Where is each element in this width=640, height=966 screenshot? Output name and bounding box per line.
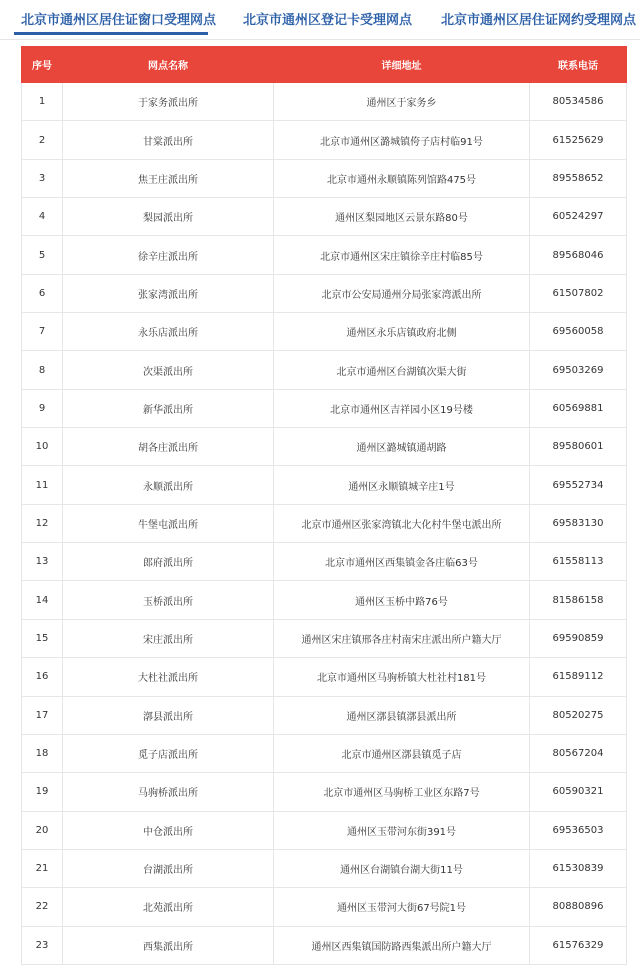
- cell-index: 10: [22, 428, 63, 466]
- cell-phone: 80520275: [530, 696, 627, 734]
- cell-name: 马驹桥派出所: [63, 773, 274, 811]
- table-row: [22, 313, 627, 351]
- cell-name: 西集派出所: [63, 926, 274, 964]
- table-row: [22, 351, 627, 389]
- cell-index: 9: [22, 389, 63, 427]
- cell-index: 16: [22, 658, 63, 696]
- cell-address: 通州区宋庄镇邢各庄村南宋庄派出所户籍大厅: [274, 619, 530, 657]
- cell-phone: 69583130: [530, 504, 627, 542]
- cell-name: 张家湾派出所: [63, 274, 274, 312]
- cell-name: 北苑派出所: [63, 888, 274, 926]
- cell-address: 北京市通州区吉祥园小区19号楼: [274, 389, 530, 427]
- cell-address: 通州区西集镇国防路西集派出所户籍大厅: [274, 926, 530, 964]
- cell-phone: 80534586: [530, 83, 627, 121]
- cell-address: 北京市通州区漷县镇觅子店: [274, 734, 530, 772]
- cell-phone: 69503269: [530, 351, 627, 389]
- cell-index: 21: [22, 849, 63, 887]
- service-points-table-wrapper: [21, 46, 626, 965]
- cell-name: 牛堡屯派出所: [63, 504, 274, 542]
- cell-phone: 89580601: [530, 428, 627, 466]
- cell-index: 3: [22, 159, 63, 197]
- cell-address: 北京市通州区西集镇金各庄临63号: [274, 543, 530, 581]
- cell-address: 通州区于家务乡: [274, 83, 530, 121]
- cell-name: 台湖派出所: [63, 849, 274, 887]
- table-row: [22, 83, 627, 121]
- cell-phone: 89558652: [530, 159, 627, 197]
- cell-phone: 60524297: [530, 198, 627, 236]
- tab-bar: [0, 0, 640, 40]
- tab-residence-permit-window[interactable]: 北京市通州区居住证窗口受理网点: [21, 13, 217, 28]
- cell-address: 通州区梨园地区云景东路80号: [274, 198, 530, 236]
- table-row: [22, 543, 627, 581]
- cell-address: 北京市通州区宋庄镇徐辛庄村临85号: [274, 236, 530, 274]
- table-row: [22, 696, 627, 734]
- cell-phone: 61507802: [530, 274, 627, 312]
- cell-address: 北京市通州区张家湾镇北大化村牛堡屯派出所: [274, 504, 530, 542]
- cell-phone: 89568046: [530, 236, 627, 274]
- cell-name: 次渠派出所: [63, 351, 274, 389]
- cell-phone: 61530839: [530, 849, 627, 887]
- cell-address: 通州区玉带河大街67号院1号: [274, 888, 530, 926]
- cell-address: 北京市通州区潞城镇侉子店村临91号: [274, 121, 530, 159]
- cell-name: 新华派出所: [63, 389, 274, 427]
- table-header-row: [22, 47, 627, 83]
- cell-index: 12: [22, 504, 63, 542]
- cell-address: 通州区永乐店镇政府北侧: [274, 313, 530, 351]
- cell-index: 14: [22, 581, 63, 619]
- cell-phone: 81586158: [530, 581, 627, 619]
- table-row: [22, 926, 627, 964]
- cell-name: 胡各庄派出所: [63, 428, 274, 466]
- table-row: [22, 236, 627, 274]
- cell-index: 8: [22, 351, 63, 389]
- cell-address: 通州区潞城镇通胡路: [274, 428, 530, 466]
- cell-phone: 61576329: [530, 926, 627, 964]
- cell-phone: 69590859: [530, 619, 627, 657]
- cell-address: 通州区玉带河东街391号: [274, 811, 530, 849]
- cell-phone: 61558113: [530, 543, 627, 581]
- header-address: 详细地址: [274, 47, 530, 83]
- cell-index: 6: [22, 274, 63, 312]
- cell-index: 19: [22, 773, 63, 811]
- cell-phone: 69552734: [530, 466, 627, 504]
- cell-index: 4: [22, 198, 63, 236]
- cell-phone: 69560058: [530, 313, 627, 351]
- table-row: [22, 888, 627, 926]
- cell-name: 梨园派出所: [63, 198, 274, 236]
- cell-name: 永乐店派出所: [63, 313, 274, 351]
- table-row: [22, 773, 627, 811]
- table-row: [22, 159, 627, 197]
- table-row: [22, 811, 627, 849]
- cell-name: 觅子店派出所: [63, 734, 274, 772]
- table-row: [22, 198, 627, 236]
- table-row: [22, 658, 627, 696]
- cell-phone: 60569881: [530, 389, 627, 427]
- cell-address: 北京市通州区台湖镇次渠大街: [274, 351, 530, 389]
- cell-phone: 61589112: [530, 658, 627, 696]
- table-row: [22, 428, 627, 466]
- table-row: [22, 504, 627, 542]
- table-body: [22, 83, 627, 965]
- cell-address: 北京市通州永顺镇陈列馆路475号: [274, 159, 530, 197]
- header-phone: 联系电话: [530, 47, 627, 83]
- cell-name: 漷县派出所: [63, 696, 274, 734]
- cell-name: 郎府派出所: [63, 543, 274, 581]
- cell-name: 焦王庄派出所: [63, 159, 274, 197]
- active-tab-indicator: [14, 32, 208, 35]
- tab-registration-card[interactable]: 北京市通州区登记卡受理网点: [243, 13, 413, 28]
- cell-name: 玉桥派出所: [63, 581, 274, 619]
- cell-index: 22: [22, 888, 63, 926]
- cell-index: 23: [22, 926, 63, 964]
- table-row: [22, 274, 627, 312]
- table-row: [22, 121, 627, 159]
- table-row: [22, 734, 627, 772]
- cell-address: 通州区漷县镇漷县派出所: [274, 696, 530, 734]
- cell-index: 2: [22, 121, 63, 159]
- header-name: 网点名称: [63, 47, 274, 83]
- cell-index: 18: [22, 734, 63, 772]
- cell-address: 北京市通州区马驹桥镇大杜社村181号: [274, 658, 530, 696]
- cell-name: 宋庄派出所: [63, 619, 274, 657]
- table-row: [22, 466, 627, 504]
- cell-name: 大杜社派出所: [63, 658, 274, 696]
- cell-phone: 61525629: [530, 121, 627, 159]
- cell-name: 甘棠派出所: [63, 121, 274, 159]
- header-index: 序号: [22, 47, 63, 83]
- table-row: [22, 619, 627, 657]
- cell-name: 于家务派出所: [63, 83, 274, 121]
- cell-index: 7: [22, 313, 63, 351]
- table-row: [22, 849, 627, 887]
- cell-index: 20: [22, 811, 63, 849]
- cell-index: 11: [22, 466, 63, 504]
- cell-phone: 80880896: [530, 888, 627, 926]
- cell-address: 通州区玉桥中路76号: [274, 581, 530, 619]
- cell-address: 通州区永顺镇城辛庄1号: [274, 466, 530, 504]
- cell-name: 徐辛庄派出所: [63, 236, 274, 274]
- tab-residence-permit-online[interactable]: 北京市通州区居住证网约受理网点: [441, 13, 637, 28]
- cell-address: 北京市通州区马驹桥工业区东路7号: [274, 773, 530, 811]
- cell-index: 5: [22, 236, 63, 274]
- service-points-table: [21, 46, 627, 965]
- cell-address: 北京市公安局通州分局张家湾派出所: [274, 274, 530, 312]
- cell-name: 中仓派出所: [63, 811, 274, 849]
- cell-phone: 69536503: [530, 811, 627, 849]
- cell-address: 通州区台湖镇台湖大街11号: [274, 849, 530, 887]
- cell-phone: 80567204: [530, 734, 627, 772]
- table-row: [22, 389, 627, 427]
- cell-phone: 60590321: [530, 773, 627, 811]
- cell-name: 永顺派出所: [63, 466, 274, 504]
- cell-index: 1: [22, 83, 63, 121]
- cell-index: 13: [22, 543, 63, 581]
- table-row: [22, 581, 627, 619]
- cell-index: 17: [22, 696, 63, 734]
- cell-index: 15: [22, 619, 63, 657]
